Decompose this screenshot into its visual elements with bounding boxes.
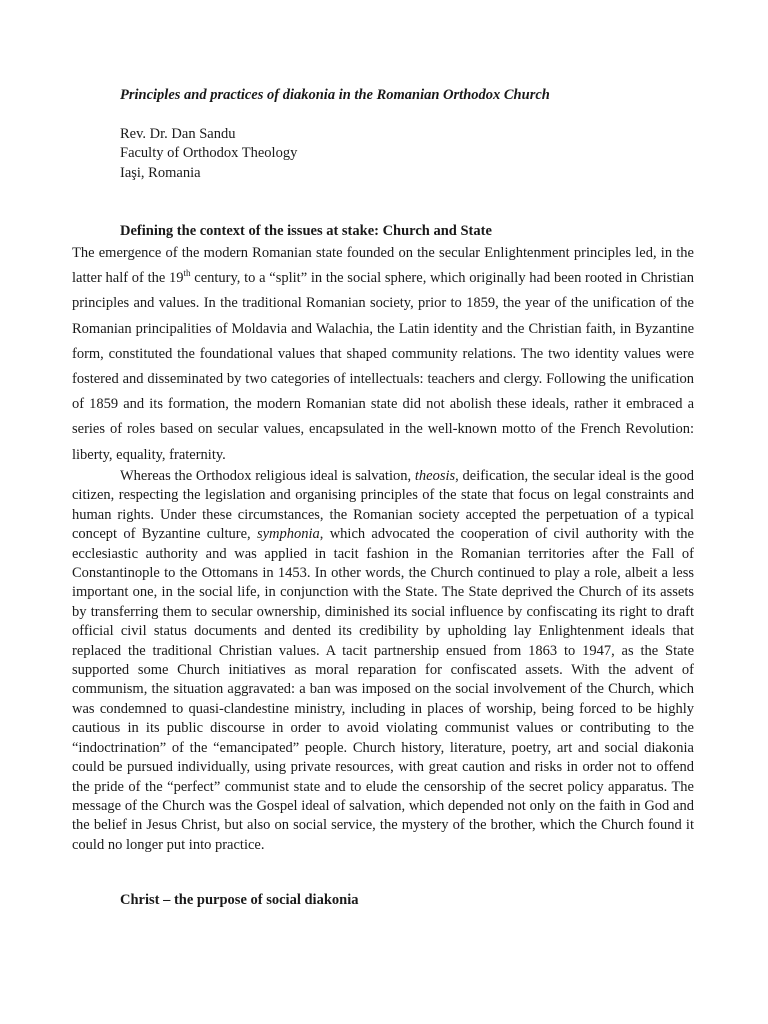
author-name: Rev. Dr. Dan Sandu [120, 126, 236, 142]
section-heading-church-and-state: Defining the context of the issues at stake: Church and State [120, 223, 492, 239]
paragraph-1-text-b: century, to a “split” in the social sphere, which originally had been rooted in Christian principles and values. In the traditional Romanian society, prior to 1859, the year of the unification of the Romanian principalities of Moldavia and Walachia, the Latin identity and the Christian faith, in Byzantine form, constituted the foundational values that shaped community relations. The two identity values were fostered and disseminated by two categories of intellectuals: teachers and clergy. Following the unification of 1859 and its formation, the modern Romanian state did not abolish these ideals, rather it embraced a series of roles based on secular values, encapsulated in the well-known motto of the French Revolution: liberty, equality, fraternity. [72, 270, 694, 463]
paragraph-1-text-a: The emergence of the modern Romanian state founded on the secular Enlightenment principles led, in the latter half of the 19 [72, 245, 694, 287]
term-theosis: theosis [414, 468, 456, 484]
author-location: Iaşi, Romania [120, 165, 201, 181]
term-symphonia: symphonia [256, 526, 320, 543]
section-heading-christ-purpose: Christ – the purpose of social diakonia [120, 892, 359, 908]
body-paragraph-1 [72, 241, 694, 468]
paragraph-2-text-a: Whereas the Orthodox religious ideal is salvation, [120, 468, 415, 484]
ordinal-suffix: th [183, 268, 191, 279]
body-paragraph-2 [72, 467, 694, 855]
paragraph-2-text-b: , deification, the secular ideal is the good citizen, respecting the legislation and organising principles of the state that focus on legal constraints and human rights. Under these circumstances, the Romanian society accepted the perpetuation of a typical concept of Byzantine culture, [72, 468, 695, 543]
paragraph-2-text-c: , which advocated the cooperation of civil authority with the ecclesiastic authority and was applied in tacit fashion in the Romanian territories after the Fall of Constantinople to the Ottomans in 1453. In other words, the Church continued to play a role, albeit a less important one, in the social life, in conjunction with the State. The State deprived the Church of its assets by transferring them to secular ownership, diminished its social influence by confiscating its right to draft official civil status documents and dented its credibility by upholding lay Enlightenment ideals that replaced the traditional Christian values. A tacit partnership ensued from 1863 to 1947, as the State supported some Church initiatives as moral reparation for confiscated assets. With the advent of communism, the situation aggravated: a ban was imposed on the social involvement of the Church, which was condemned to quasi-clandestine ministry, including in places of worship, being forced to be highly cautious in its public discourse in order to avoid violating communist values or contributing to the “indoctrination” of the “emancipated” people. Church history, literature, poetry, art and social diakonia could be pursued individually, using private resources, with great caution and risks in order not to offend the pride of the “perfect” communist state and to elude the censorship of the secret policy apparatus. The message of the Church was the Gospel ideal of salvation, which depended not only on the faith in God and the belief in Jesus Christ, but also on social service, the mystery of the brother, which the Church found it could no longer put into practice. [72, 526, 694, 853]
author-faculty: Faculty of Orthodox Theology [120, 145, 298, 161]
document-title: Principles and practices of diakonia in the Romanian Orthodox Church [120, 87, 550, 103]
